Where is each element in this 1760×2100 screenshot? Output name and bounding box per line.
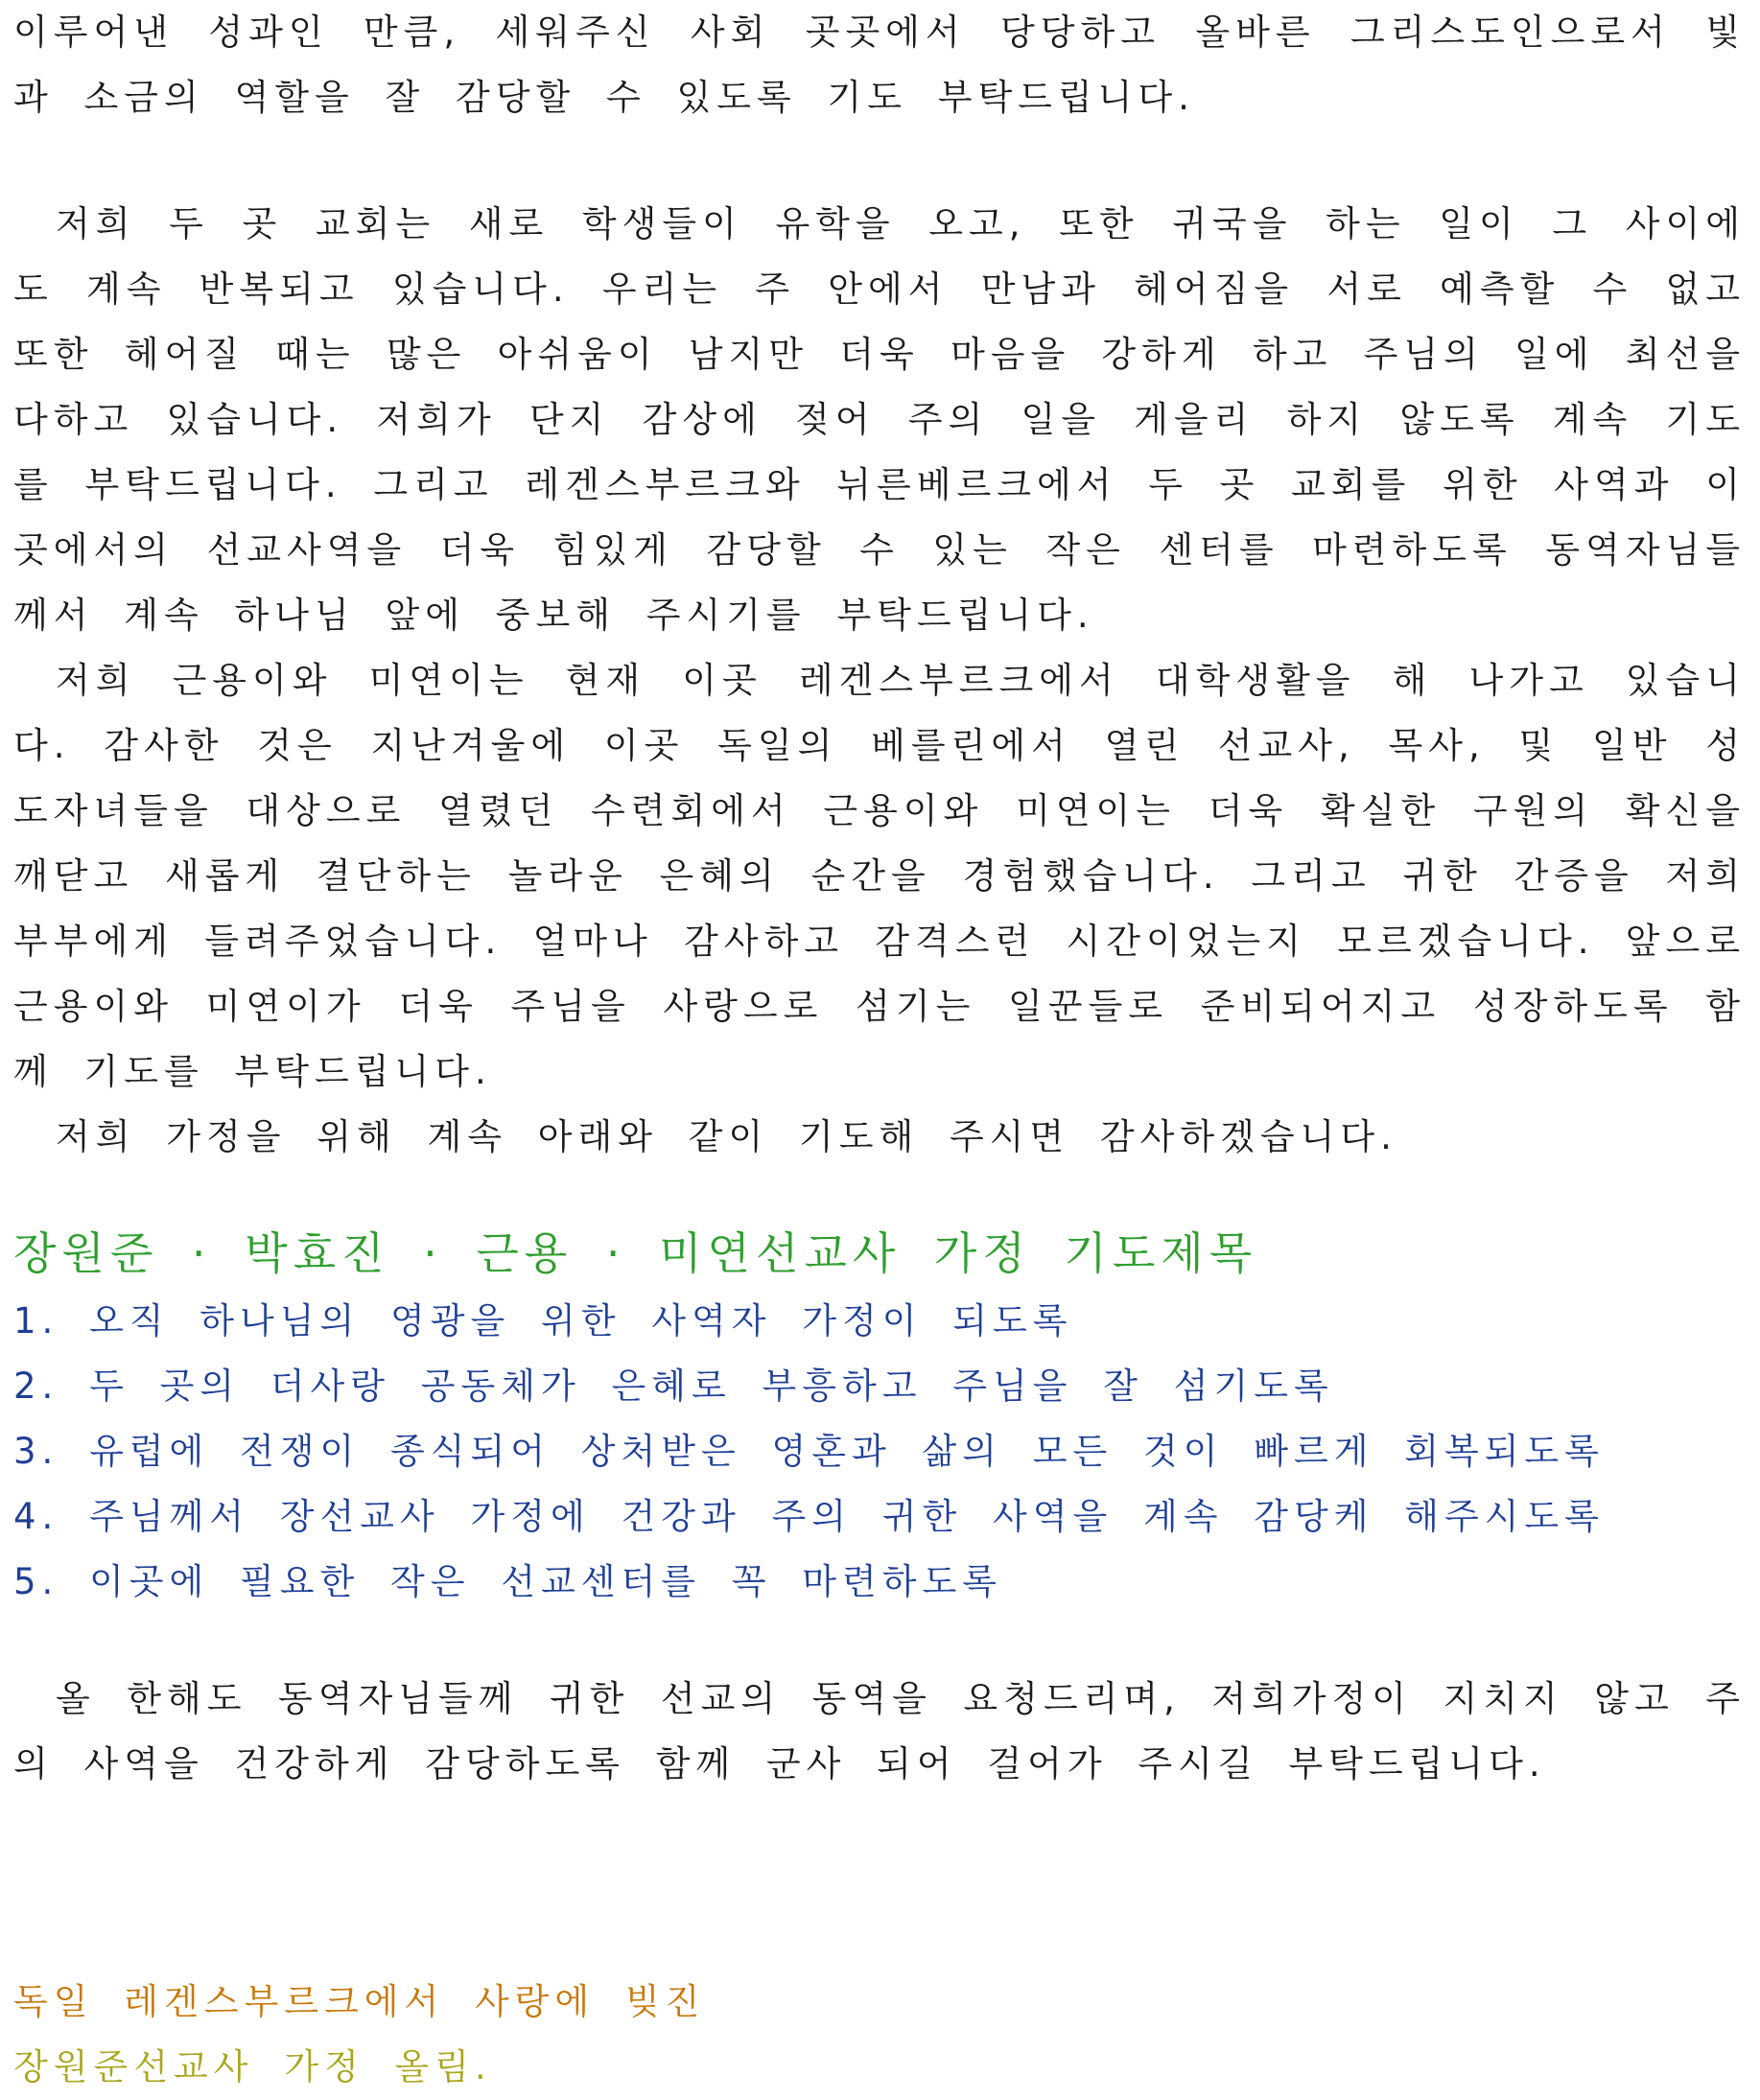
prayer-item: 3. 유럽에 전쟁이 종식되어 상처받은 영혼과 삶의 모든 것이 빠르게 회복되도록 [13, 1431, 1605, 1472]
prayer-item: 2. 두 곳의 더사랑 공동체가 은혜로 부흥하고 주님을 잘 섬기도록 [13, 1365, 1334, 1407]
paragraph-children: 저희 근용이와 미연이는 현재 이곳 레겐스부르크에서 대학생활을 해 나가고 있습니다. 감사한 것은 지난겨울에 이곳 독일의 베를린에서 열린 선교사, 목사, 및 일반 성도자녀들을 대상으로 열렸던 수련회에서 근용이와 미연이는 더욱 확실한 구원의 확신을 깨닫고 새롭게 결단하는 놀라운 은혜의 순간을 경험했습니다. 그리고 귀한 간증을 저희부부에게 들려주었습니다. 얼마나 감사하고 감격스런 시간이었는지 모르겠습니다. 앞으로 근용이와 미연이가 더욱 주님을 사랑으로 섬기는 일꾼들로 준비되어지고 성장하도록 함께 기도를 부탁드립니다. [13, 660, 1746, 1092]
prayer-item: 5. 이곳에 필요한 작은 선교센터를 꼭 마련하도록 [13, 1561, 1002, 1602]
spacer [13, 1615, 1746, 1667]
letter-document [13, 0, 1746, 2100]
paragraph-intro: 이루어낸 성과인 만큼, 세워주신 사회 곳곳에서 당당하고 올바른 그리스도인으로서 빛과 소금의 역할을 잘 감당할 수 있도록 기도 부탁드립니다. [13, 12, 1746, 118]
prayer-section-title: 장원준 · 박효진 · 근용 · 미연선교사 가정 기도제목 [13, 1227, 1258, 1279]
signature-location-line: 독일 레겐스부르크에서 사랑에 빚진 [13, 1981, 706, 2022]
spacer [13, 1797, 1746, 1970]
paragraph-prayer-request: 저희 가정을 위해 계속 아래와 같이 기도해 주시면 감사하겠습니다. [56, 1116, 1397, 1157]
signature-name-line: 장원준선교사 가정 올림. [13, 2046, 492, 2088]
paragraph-closing: 올 한해도 동역자님들께 귀한 선교의 동역을 요청드리며, 저희가정이 지치지 않고 주의 사역을 건강하게 감당하도록 함께 군사 되어 걸어가 주시길 부탁드립니다. [13, 1678, 1746, 1785]
spacer [13, 130, 1746, 192]
prayer-list [13, 1289, 1746, 1615]
prayer-item: 4. 주님께서 장선교사 가정에 건강과 주의 귀한 사역을 계속 감당케 해주시도록 [13, 1496, 1605, 1537]
paragraph-churches: 저희 두 곳 교회는 새로 학생들이 유학을 오고, 또한 귀국을 하는 일이 그 사이에도 계속 반복되고 있습니다. 우리는 주 안에서 만남과 헤어짐을 서로 예측할 수 없고 또한 헤어질 때는 많은 아쉬움이 남지만 더욱 마음을 강하게 하고 주님의 일에 최선을 다하고 있습니다. 저희가 단지 감상에 젖어 주의 일을 게을리 하지 않도록 계속 기도를 부탁드립니다. 그리고 레겐스부르크와 뉘른베르크에서 두 곳 교회를 위한 사역과 이곳에서의 선교사역을 더욱 힘있게 감당할 수 있는 작은 센터를 마련하도록 동역자님들께서 계속 하나님 앞에 중보해 주시기를 부탁드립니다. [13, 203, 1746, 636]
spacer [13, 1170, 1746, 1218]
prayer-item: 1. 오직 하나님의 영광을 위한 사역자 가정이 되도록 [13, 1300, 1073, 1342]
